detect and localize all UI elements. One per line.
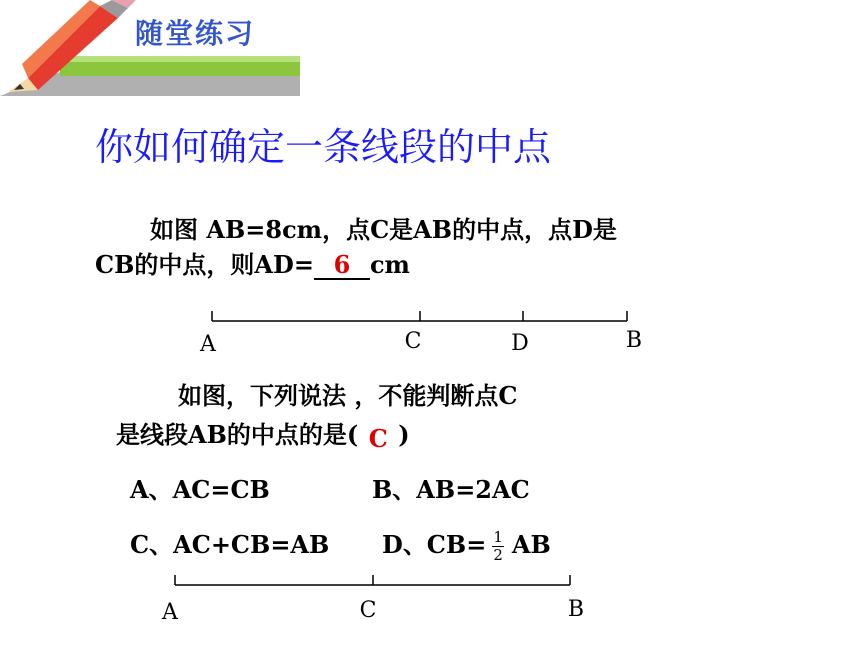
fraction-numerator: 1 <box>493 528 503 546</box>
point-label-b: B <box>567 597 585 622</box>
segment-diagram-2 <box>150 572 610 632</box>
point-label-d: D <box>511 331 529 356</box>
q2-option-d-suffix: AB <box>511 530 551 559</box>
fraction-denominator: 2 <box>493 546 503 564</box>
q1-line2-suffix: cm <box>369 250 410 279</box>
q2-option-d-prefix: D、CB= <box>382 530 487 559</box>
q1-line1: 如图 AB=8cm，点C是AB的中点，点D是 <box>150 215 617 244</box>
point-label-a: A <box>162 600 178 625</box>
q2-line1: 如图，下列说法 ，不能判断点C <box>178 381 518 410</box>
point-label-b: B <box>625 328 643 353</box>
point-label-a: A <box>200 332 216 357</box>
fraction-one-half <box>492 529 504 564</box>
q1-line2-prefix: CB的中点，则AD= <box>95 250 314 279</box>
segment-diagram-1 <box>180 300 660 360</box>
q2-line2 <box>116 416 410 454</box>
point-label-c: C <box>359 598 377 623</box>
q2-line2-suffix: ) <box>398 420 410 449</box>
q1-answer-blank <box>314 252 370 280</box>
q1-answer: 6 <box>333 250 351 279</box>
q2-answer: C <box>368 424 388 453</box>
q2-option-a: A、AC=CB <box>130 475 270 504</box>
point-label-c: C <box>404 329 422 354</box>
q2-option-c: C、AC+CB=AB <box>130 530 330 559</box>
q2-option-d <box>382 526 551 564</box>
q1-line2 <box>95 246 410 284</box>
page-title: 你如何确定一条线段的中点 <box>95 125 552 169</box>
q2-option-b: B、AB=2AC <box>372 475 530 504</box>
banner-title: 随堂练习 <box>135 17 256 50</box>
q2-line2-prefix: 是线段AB的中点的是( <box>116 420 359 449</box>
